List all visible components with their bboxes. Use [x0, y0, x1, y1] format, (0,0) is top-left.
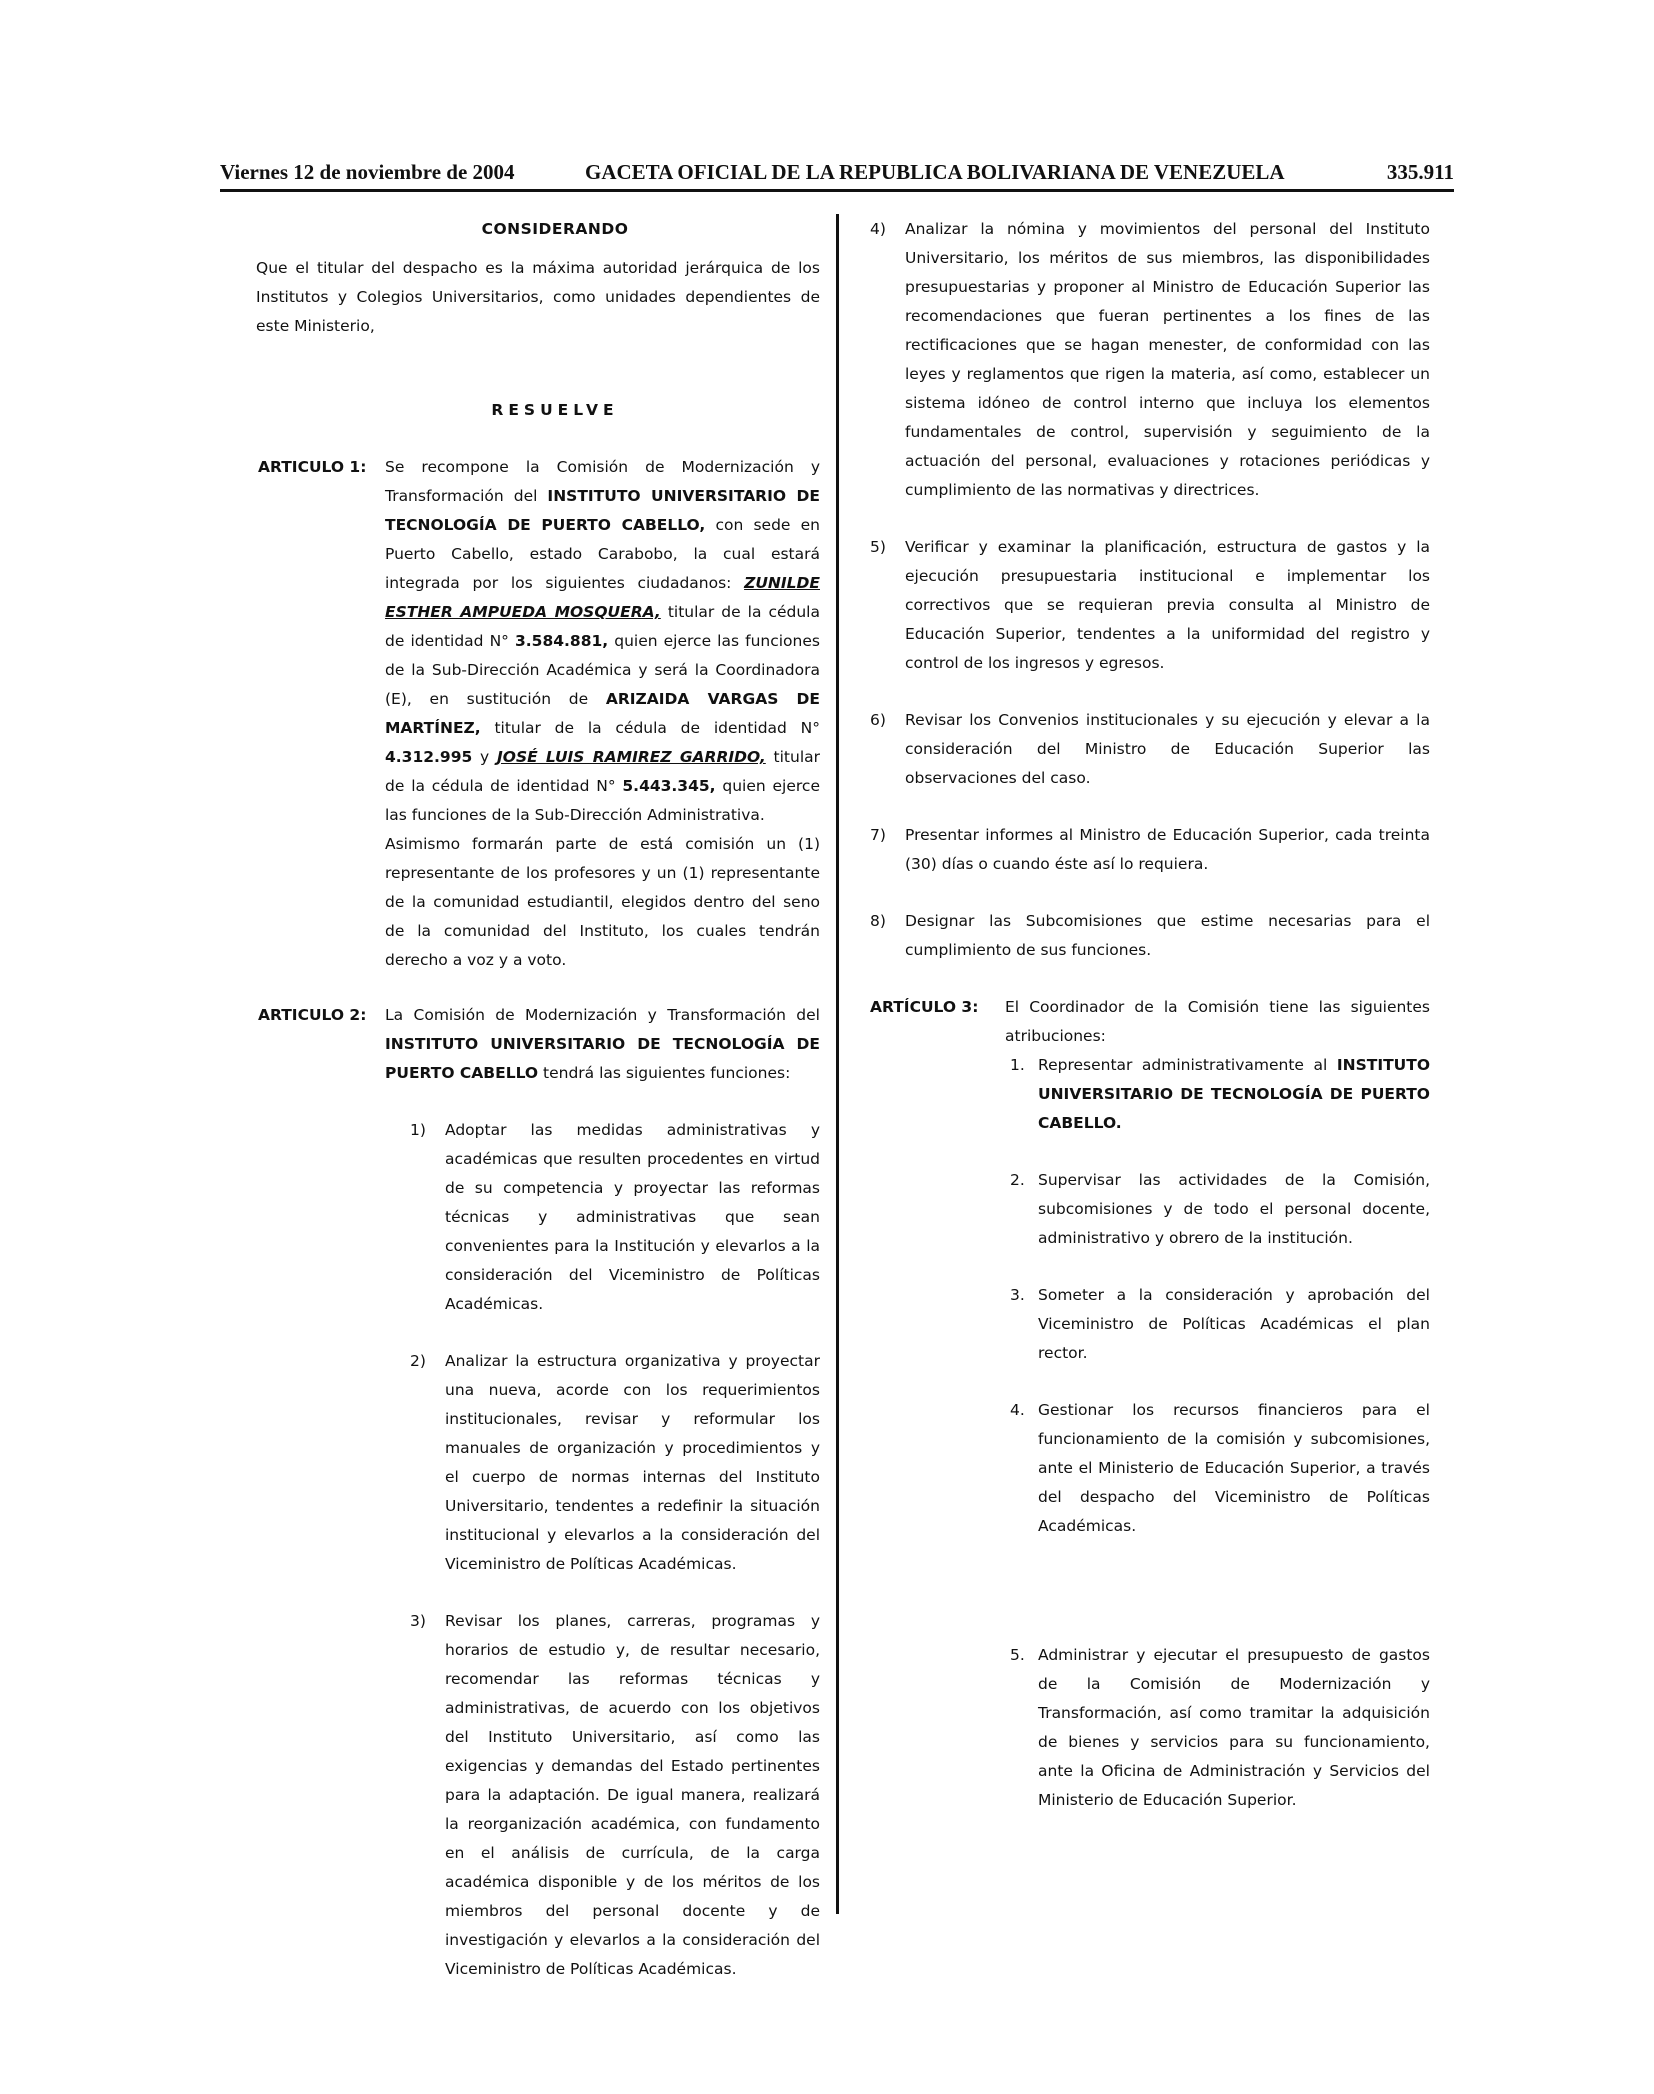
articulo-3-text: El Coordinador de la Comisión tiene las siguientes atribuciones: [1005, 998, 1430, 1045]
articulo-2-label: ARTICULO 2: [258, 1006, 367, 1024]
header-rule [220, 189, 1454, 192]
header-page-number: 335.911 [1386, 160, 1454, 184]
list-item: 2. Supervisar las actividades de la Comisión, subcomisiones y de todo el personal docente, administrativo y obrero de la institución. [1010, 1171, 1430, 1247]
column-divider [836, 214, 839, 1914]
articulo-1-label: ARTICULO 1: [258, 458, 367, 476]
left-column [230, 215, 820, 1984]
resuelve-heading: RESUELVE [491, 401, 619, 419]
articulo-2-text: La Comisión de Modernización y Transformación del INSTITUTO UNIVERSITARIO DE TECNOLOGÍA DE PUERTO CABELLO tendrá las siguientes funciones: [385, 1006, 820, 1082]
considerando-heading: CONSIDERANDO [481, 220, 629, 238]
list-item: 1) Adoptar las medidas administrativas y académicas que resulten procedentes en virtud de su competencia y proyectar las reformas técnicas y administrativas que sean convenientes para la Institución y elevarlos a la consideración del Viceministro de Políticas Académicas. [410, 1121, 820, 1313]
articulo-3-label: ARTÍCULO 3: [870, 998, 979, 1016]
list-item: 3) Revisar los planes, carreras, programas y horarios de estudio y, de resultar necesario, recomendar las reformas técnicas y administrativas, de acuerdo con los objetivos del Instituto Universitario, así como las exigencias y demandas del Estado pertinentes para la adaptación. De igual manera, realizará la reorganización académica, con fundamento en el análisis de currícula, de la carga académica disponible y de los méritos de los miembros del personal docente y de investigación y elevarlos a la consideración del Viceministro de Políticas Académicas. [410, 1612, 820, 1978]
list-item: 4. Gestionar los recursos financieros para el funcionamiento de la comisión y subcomisiones, ante el Ministerio de Educación Superior, a través del despacho del Viceministro de Políticas Académicas. [1010, 1401, 1430, 1535]
list-item: 4) Analizar la nómina y movimientos del personal del Instituto Universitario, los méritos de sus miembros, las disponibilidades presupuestarias y proponer al Ministro de Educación Superior las recomendaciones que fueran pertinentes a los fines de las rectificaciones que se hagan menester, de conformidad con las leyes y reglamentos que rigen la materia, así como, establecer un sistema idóneo de control interno que incluya los elementos fundamentales de control, supervisión y seguimiento de la actuación del personal, evaluaciones y rotaciones periódicas y cumplimiento de las normativas y directrices. [870, 220, 1430, 499]
articulo-2 [230, 1001, 820, 1088]
list-item: 1. Representar administrativamente al INSTITUTO UNIVERSITARIO DE TECNOLOGÍA DE PUERTO CABELLO. [1010, 1056, 1430, 1132]
list-item: 6) Revisar los Convenios institucionales y su ejecución y elevar a la consideración del Ministro de Educación Superior las observaciones del caso. [870, 711, 1430, 787]
list-item: 2) Analizar la estructura organizativa y proyectar una nueva, acorde con los requerimientos institucionales, revisar y reformular los manuales de organización y procedimientos y el cuerpo de normas internas del Instituto Universitario, tendentes a redefinir la situación institucional y elevarlos a la consideración del Viceministro de Políticas Académicas. [410, 1352, 820, 1573]
header-date: Viernes 12 de noviembre de 2004 [220, 160, 515, 184]
list-item: 5. Administrar y ejecutar el presupuesto de gastos de la Comisión de Modernización y Transformación, así como tramitar la adquisición de bienes y servicios para su funcionamiento, ante la Oficina de Administración y Servicios del Ministerio de Educación Superior. [1010, 1646, 1430, 1809]
list-item: 7) Presentar informes al Ministro de Educación Superior, cada treinta (30) días o cuando éste así lo requiera. [870, 826, 1430, 873]
header-title: GACETA OFICIAL DE LA REPUBLICA BOLIVARIANA DE VENEZUELA [585, 160, 1285, 184]
list-item: 5) Verificar y examinar la planificación, estructura de gastos y la ejecución presupuestaria institucional e implementar los correctivos que se requieran previa consulta al Ministro de Educación Superior, tendentes a la uniformidad del registro y control de los ingresos y egresos. [870, 538, 1430, 672]
list-item: 3. Someter a la consideración y aprobación del Viceministro de Políticas Académicas el plan rector. [1010, 1286, 1430, 1362]
list-item: 8) Designar las Subcomisiones que estime necesarias para el cumplimiento de sus funciones. [870, 912, 1430, 959]
considerando-text: Que el titular del despacho es la máxima autoridad jerárquica de los Institutos y Colegios Universitarios, como unidades dependientes de este Ministerio, [256, 259, 820, 335]
articulo-1-text: Se recompone la Comisión de Modernización y Transformación del INSTITUTO UNIVERSITARIO DE TECNOLOGÍA DE PUERTO CABELLO, con sede en Puerto Cabello, estado Carabobo, la cual estará integrada por los siguientes ciudadanos: ZUNILDE ESTHER AMPUEDA MOSQUERA, titular de la cédula de identidad N° 3.584.881, quien ejerce las funciones de la Sub-Dirección Académica y será la Coordinadora (E), en sustitución de ARIZAIDA VARGAS DE MARTÍNEZ, titular de la cédula de identidad N° 4.312.995 y JOSÉ LUIS RAMIREZ GARRIDO, titular de la cédula de identidad N° 5.443.345, quien ejerce las funciones de la Sub-Dirección Administrativa. [385, 458, 821, 824]
right-column [870, 215, 1430, 1815]
articulo-3 [870, 993, 1430, 1051]
articulo-1-paragraph-2: Asimismo formarán parte de está comisión un (1) representante de los profesores y un (1) representante de la comunidad estudiantil, elegidos dentro del seno de la comunidad del Instituto, los cuales tendrán derecho a voz y a voto. [385, 835, 820, 969]
page-header [220, 160, 1454, 190]
articulo-1 [230, 453, 820, 975]
